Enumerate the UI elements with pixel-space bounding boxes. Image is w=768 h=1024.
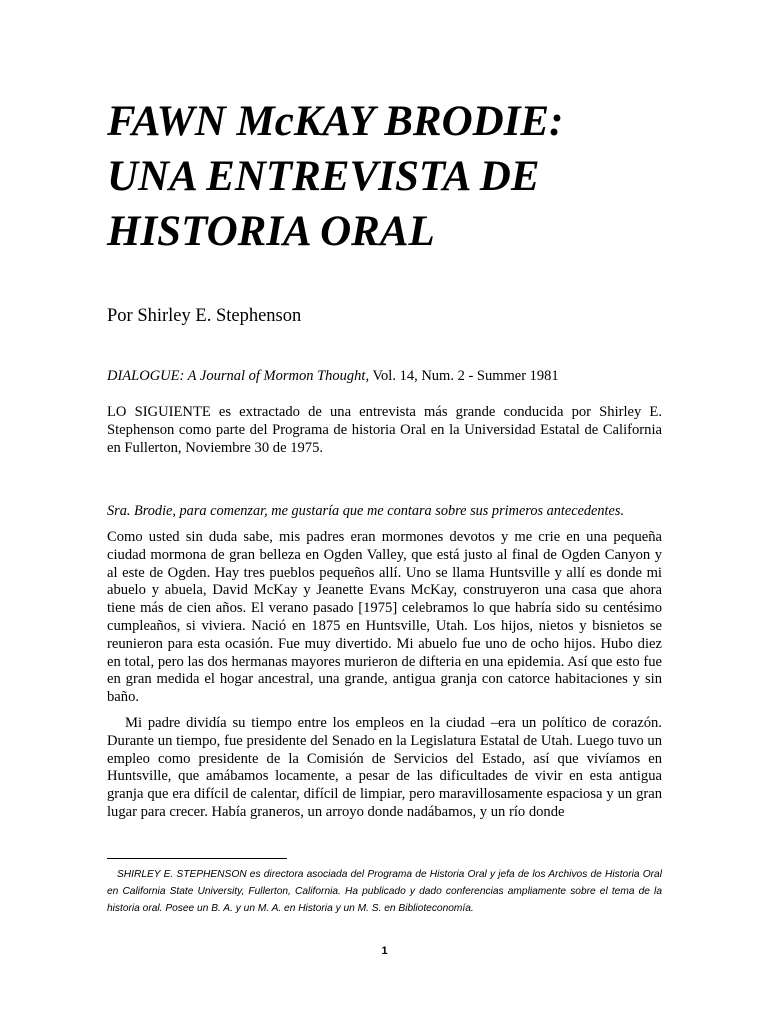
article-title xyxy=(107,94,662,259)
journal-citation xyxy=(107,367,559,385)
title-line-2: UNA ENTREVISTA DE xyxy=(107,153,540,200)
title-line-1: FAWN McKAY BRODIE: xyxy=(107,98,564,145)
answer-paragraph-1: Como usted sin duda sabe, mis padres eran mormones devotos y me crie en una pequeña ciudad mormona de gran belleza en Ogden Valley, que está justo al final de Ogden Canyon y al este de Ogden. Hay tres pueblos pequeños allí. Uno se llama Huntsville y allí es donde mi abuelo y abuela, David McKay y Jeanette Evans McKay, construyeron una casa que ahora tiene más de cien años. El verano pasado [1975] celebramos lo que habría sido su centésimo cumpleaños, si viviera. Nació en 1875 en Huntsville, Utah. Los hijos, nietos y bisnietos se reunieron para esta ocasión. Fue muy divertido. Mi abuelo fue uno de ocho hijos. Hubo diez en total, pero las dos hermanas mayores murieron de difteria en una epidemia. Así que esto fue en gran medida el hogar ancestral, una grande, antigua granja con catorce habitaciones y sin baño. xyxy=(107,529,662,706)
intro-paragraph: LO SIGUIENTE es extractado de una entrevista más grande conducida por Shirley E. Stephenson como parte del Programa de historia Oral en la Universidad Estatal de California en Fullerton, Noviembre 30 de 1975. xyxy=(107,404,662,456)
page-number: 1 xyxy=(381,945,388,957)
author-footnote: SHIRLEY E. STEPHENSON es directora asociada del Programa de Historia Oral y jefa de los Archivos de Historia Oral en California State University, Fullerton, California. Ha publicado y dado conferencias ampliamente sobre el tema de la historia oral. Posee un B. A. y un M. A. en Historia y un M. S. en Biblioteconomía. xyxy=(107,869,662,915)
title-line-3: HISTORIA ORAL xyxy=(107,208,435,255)
answer-paragraph-2: Mi padre dividía su tiempo entre los empleos en la ciudad –era un político de corazón. Durante un tiempo, fue presidente del Senado en la Legislatura Estatal de Utah. Luego tuvo un empleo como presidente de la Comisión de Servicios del Estado, así que vivíamos en Huntsville, que amábamos locamente, a pesar de las dificultades de vivir en esta antigua granja que era difícil de calentar, difícil de limpiar, pero maravillosamente espaciosa y un gran lugar para crecer. Había graneros, un arroyo donde nadábamos, y un río donde xyxy=(107,715,662,820)
author-byline: Por Shirley E. Stephenson xyxy=(107,306,302,326)
footnote-separator xyxy=(107,858,287,859)
interview-question: Sra. Brodie, para comenzar, me gustaría que me contara sobre sus primeros antecedentes. xyxy=(107,503,625,519)
journal-name: DIALOGUE: A Journal of Mormon Thought, xyxy=(107,368,370,384)
document-page xyxy=(107,0,662,1024)
journal-issue: Vol. 14, Num. 2 - Summer 1981 xyxy=(372,368,559,384)
